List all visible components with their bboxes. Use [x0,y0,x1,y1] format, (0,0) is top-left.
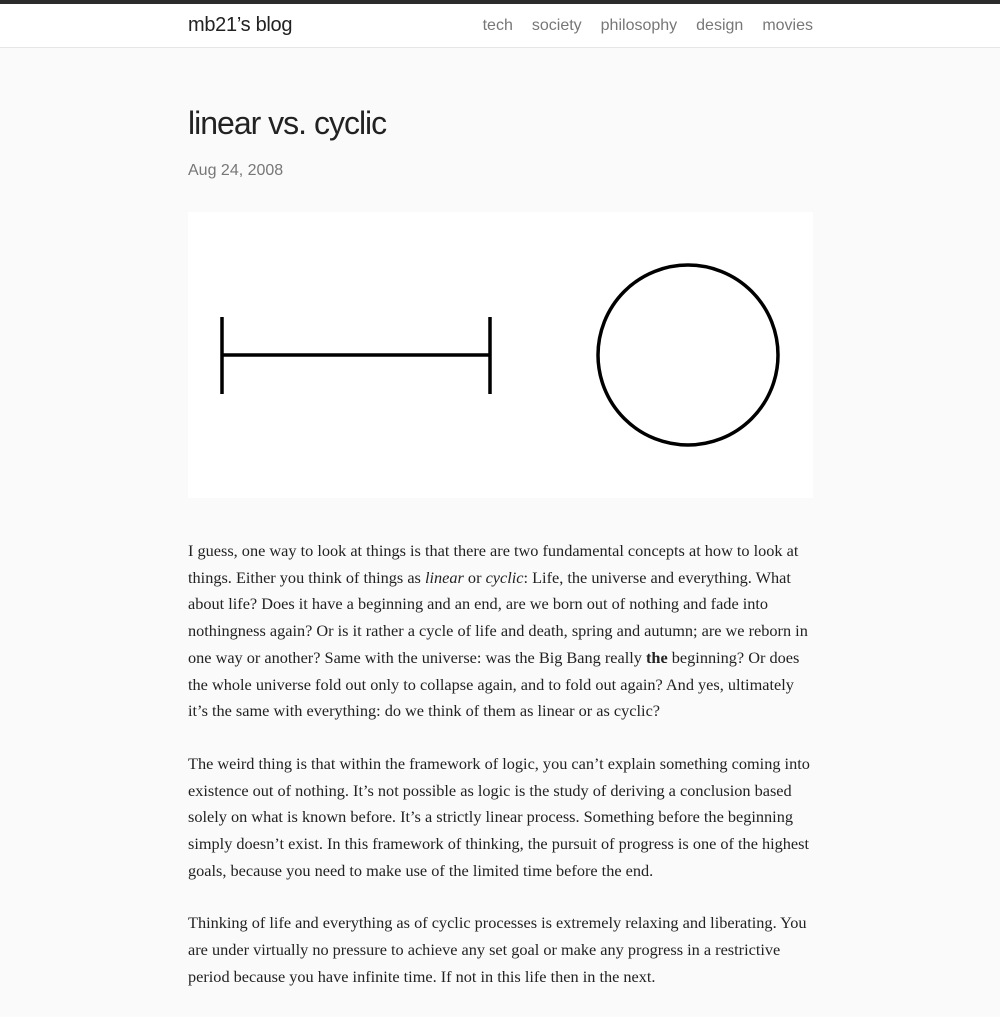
paragraph-1-text-b: or [463,567,486,587]
paragraph-3: Thinking of life and everything as of cyclic processes is extremely relaxing and liberating. You are under virtually no pressure to achieve any set goal or make any progress in a restrictive period because you have infinite time. If not in this life then in the next. [188,913,807,986]
strong-the: the [646,647,668,667]
main-nav [464,17,813,35]
linear-vs-cyclic-illustration [188,212,813,498]
paragraph-1 [188,538,813,725]
site-header [0,4,1000,48]
post-date: Aug 24, 2008 [188,162,284,179]
nav-item-movies[interactable]: movies [762,16,813,34]
emphasis-linear: linear [424,567,464,587]
nav-item-society[interactable]: society [531,16,582,34]
nav-item-tech[interactable]: tech [482,16,513,34]
linear-segment-icon [222,317,490,394]
post-title: linear vs. cyclic [188,105,387,141]
post-figure [188,212,813,498]
circle-icon [598,265,778,445]
paragraph-1-text-a: I guess, one way to look at things is that there are two fundamental concepts at how to look at things. Either you think of things as [188,541,799,587]
nav-item-philosophy[interactable]: philosophy [600,16,678,34]
site-title-link[interactable]: mb21’s blog [188,14,293,36]
post-content [188,48,813,1017]
post-body [188,538,813,991]
emphasis-cyclic: cyclic [485,567,524,587]
paragraph-1-text-c: : Life, the universe and everything. What about life? Does it have a beginning and an end, are we born out of nothing and fade into nothingness again? Or is it rather a cycle of life and death, spring and autumn; are we reborn in one way or another? Same with the universe: was the Big Bang really [188,567,808,667]
paragraph-2: The weird thing is that within the framework of logic, you can’t explain something coming into existence out of nothing. It’s not possible as logic is the study of deriving a conclusion based solely on what is known before. It’s a strictly linear process. Something before the beginning simply doesn’t exist. In this framework of thinking, the pursuit of progress is one of the highest goals, because you need to make use of the limited time before the end. [188,753,810,880]
nav-item-design[interactable]: design [696,16,744,34]
paragraph-1-text-d: beginning? Or does the whole universe fold out only to collapse again, and to fold out again? And yes, ultimately it’s the same with everything: do we think of them as linear or as cyclic? [188,647,800,721]
